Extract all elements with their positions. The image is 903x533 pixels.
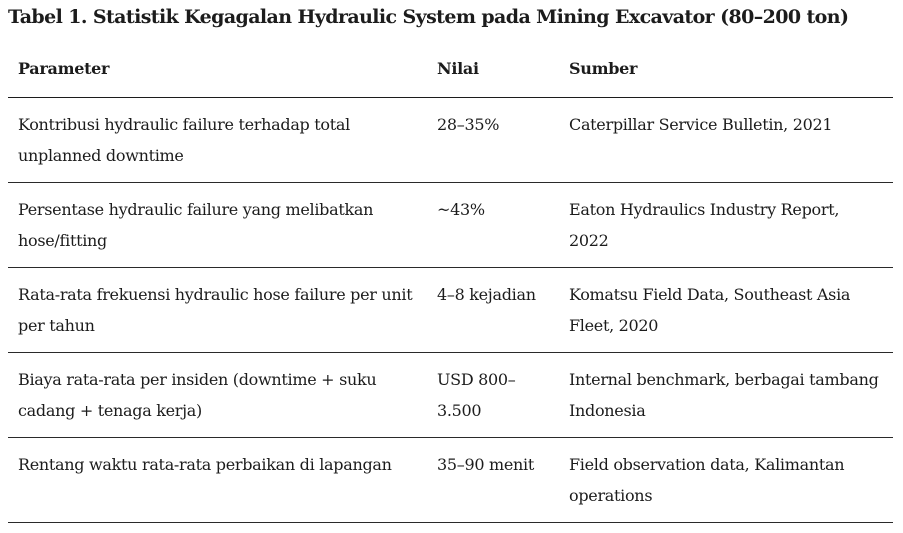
cell-parameter: Biaya rata-rata per insiden (downtime + suku cadang + tenaga kerja) <box>8 353 427 438</box>
cell-parameter: Rentang waktu rata-rata perbaikan di lapangan <box>8 438 427 523</box>
column-header-nilai: Nilai <box>427 52 559 98</box>
cell-nilai: ~43% <box>427 183 559 268</box>
cell-nilai: 35–90 menit <box>427 438 559 523</box>
cell-parameter: Persentase hydraulic failure yang melibatkan hose/fitting <box>8 183 427 268</box>
table-row <box>8 98 893 183</box>
cell-sumber: Komatsu Field Data, Southeast Asia Fleet, 2020 <box>559 268 893 353</box>
column-header-sumber: Sumber <box>559 52 893 98</box>
table-caption: Tabel 1. Statistik Kegagalan Hydraulic System pada Mining Excavator (80–200 ton) <box>8 6 849 28</box>
cell-nilai: 28–35% <box>427 98 559 183</box>
cell-sumber: Internal benchmark, berbagai tambang Indonesia <box>559 353 893 438</box>
cell-parameter: Kontribusi hydraulic failure terhadap total unplanned downtime <box>8 98 427 183</box>
hydraulic-failure-statistics-table <box>8 52 893 523</box>
table-row <box>8 183 893 268</box>
cell-nilai: 4–8 kejadian <box>427 268 559 353</box>
cell-sumber: Eaton Hydraulics Industry Report, 2022 <box>559 183 893 268</box>
cell-nilai: USD 800–3.500 <box>427 353 559 438</box>
cell-sumber: Field observation data, Kalimantan operations <box>559 438 893 523</box>
table-row <box>8 353 893 438</box>
table-row <box>8 268 893 353</box>
cell-parameter: Rata-rata frekuensi hydraulic hose failure per unit per tahun <box>8 268 427 353</box>
cell-sumber: Caterpillar Service Bulletin, 2021 <box>559 98 893 183</box>
column-header-parameter: Parameter <box>8 52 427 98</box>
table-header-row <box>8 52 893 98</box>
table-row <box>8 438 893 523</box>
